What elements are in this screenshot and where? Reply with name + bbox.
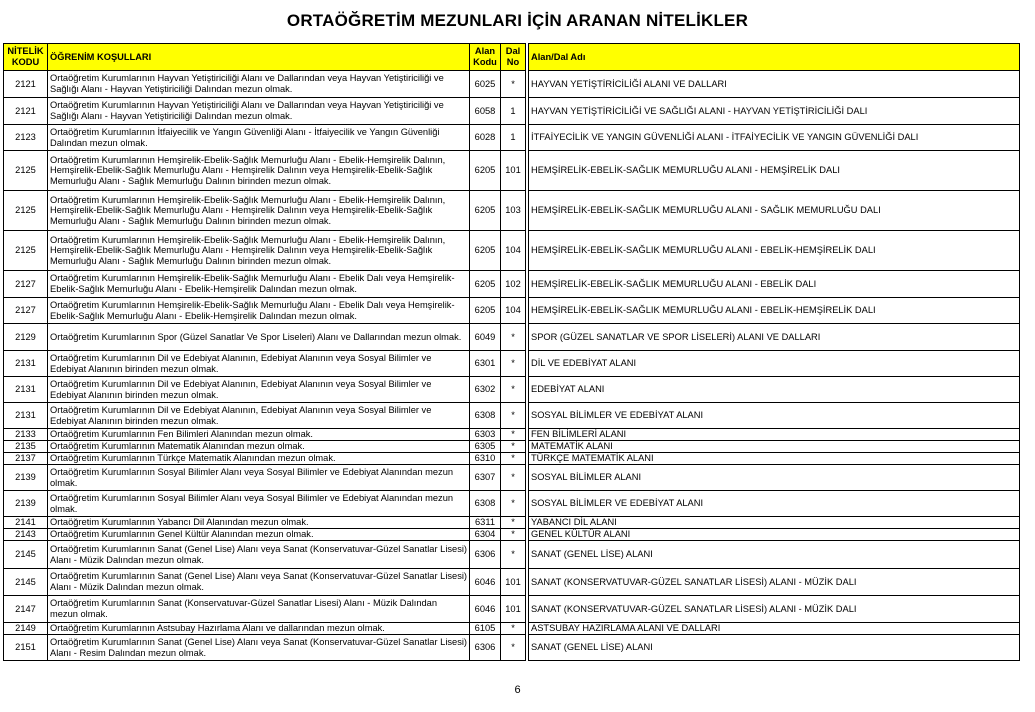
dal-no-cell: * (501, 623, 526, 635)
nitelik-code-cell: 2131 (4, 351, 48, 377)
table-row (4, 441, 1020, 453)
dal-no-cell: * (501, 441, 526, 453)
dal-no-cell: * (501, 71, 526, 98)
alan-kodu-cell: 6205 (470, 231, 501, 271)
dal-no-cell: 103 (501, 191, 526, 231)
alan-dal-name-cell: HAYVAN YETİŞTİRİCİLİĞİ VE SAĞLIĞI ALANI - HAYVAN YETİŞTİRİCİLİĞİ DALI (529, 98, 1020, 125)
table-row (4, 377, 1020, 403)
dal-no-cell: 101 (501, 151, 526, 191)
conditions-cell: Ortaöğretim Kurumlarının Dil ve Edebiyat Alanının, Edebiyat Alanının veya Sosyal Bilimler ve Edebiyat Alanının birinden mezun olmak. (48, 351, 470, 377)
alan-kodu-cell: 6310 (470, 453, 501, 465)
alan-dal-name-cell: SANAT (GENEL LİSE) ALANI (529, 635, 1020, 661)
conditions-cell: Ortaöğretim Kurumlarının Spor (Güzel Sanatlar Ve Spor Liseleri) Alanı ve Dallarından mezun olmak. (48, 324, 470, 351)
nitelik-code-cell: 2145 (4, 569, 48, 596)
nitelik-code-cell: 2137 (4, 453, 48, 465)
conditions-cell: Ortaöğretim Kurumlarının Hemşirelik-Ebelik-Sağlık Memurluğu Alanı - Ebelik-Hemşirelik Dalının, Hemşirelik-Ebelik-Sağlık Memurluğu Alanı - Hemşirelik Dalının veya Hemşirelik-Ebelik-Sağlık Memurluğu Alanı - Sağlık Memurluğu Dalının birinden mezun olmak. (48, 151, 470, 191)
nitelik-code-cell: 2127 (4, 271, 48, 298)
alan-kodu-cell: 6311 (470, 517, 501, 529)
dal-no-cell: * (501, 351, 526, 377)
nitelik-code-cell: 2135 (4, 441, 48, 453)
alan-dal-name-cell: SANAT (GENEL LİSE) ALANI (529, 541, 1020, 569)
dal-no-cell: * (501, 517, 526, 529)
alan-kodu-cell: 6305 (470, 441, 501, 453)
alan-dal-name-cell: SPOR (GÜZEL SANATLAR VE SPOR LİSELERİ) ALANI VE DALLARI (529, 324, 1020, 351)
conditions-cell: Ortaöğretim Kurumlarının Hemşirelik-Ebelik-Sağlık Memurluğu Alanı - Ebelik-Hemşirelik Dalının, Hemşirelik-Ebelik-Sağlık Memurluğu Alanı - Hemşirelik Dalının veya Hemşirelik-Ebelik-Sağlık Memurluğu Alanı - Sağlık Memurluğu Dalının birinden mezun olmak. (48, 191, 470, 231)
table-row (4, 403, 1020, 429)
alan-dal-name-cell: SANAT (KONSERVATUVAR-GÜZEL SANATLAR LİSESİ) ALANI - MÜZİK DALI (529, 569, 1020, 596)
nitelik-code-cell: 2127 (4, 298, 48, 324)
alan-kodu-cell: 6301 (470, 351, 501, 377)
conditions-cell: Ortaöğretim Kurumlarının Hemşirelik-Ebelik-Sağlık Memurluğu Alanı - Ebelik Dalı veya Hemşirelik-Ebelik-Sağlık Memurluğu Alanı - Ebelik-Hemşirelik Dalından mezun olmak. (48, 298, 470, 324)
table-row (4, 517, 1020, 529)
table-row (4, 569, 1020, 596)
conditions-cell: Ortaöğretim Kurumlarının İtfaiyecilik ve Yangın Güvenliği Alanı - İtfaiyecilik ve Yangın Güvenliği Dalından mezun olmak. (48, 125, 470, 151)
alan-dal-name-cell: HEMŞİRELİK-EBELİK-SAĞLIK MEMURLUĞU ALANI - EBELİK-HEMŞİRELİK DALI (529, 298, 1020, 324)
table-row (4, 465, 1020, 491)
conditions-cell: Ortaöğretim Kurumlarının Sanat (Konservatuvar-Güzel Sanatlar Lisesi) Alanı - Müzik Dalından mezun olmak. (48, 596, 470, 623)
conditions-cell: Ortaöğretim Kurumlarının Türkçe Matematik Alanından mezun olmak. (48, 453, 470, 465)
alan-dal-name-cell: HEMŞİRELİK-EBELİK-SAĞLIK MEMURLUĞU ALANI - HEMŞİRELİK DALI (529, 151, 1020, 191)
alan-kodu-cell: 6205 (470, 191, 501, 231)
alan-dal-name-cell: GENEL KÜLTÜR ALANI (529, 529, 1020, 541)
nitelik-code-cell: 2121 (4, 71, 48, 98)
nitelik-code-cell: 2125 (4, 231, 48, 271)
alan-kodu-cell: 6205 (470, 298, 501, 324)
conditions-cell: Ortaöğretim Kurumlarının Hemşirelik-Ebelik-Sağlık Memurluğu Alanı - Ebelik-Hemşirelik Dalının, Hemşirelik-Ebelik-Sağlık Memurluğu Alanı - Hemşirelik Dalının veya Hemşirelik-Ebelik-Sağlık Memurluğu Alanı - Sağlık Memurluğu Dalının birinden mezun olmak. (48, 231, 470, 271)
alan-kodu-cell: 6308 (470, 403, 501, 429)
nitelik-code-cell: 2125 (4, 151, 48, 191)
dal-no-cell: 104 (501, 231, 526, 271)
dal-no-cell: * (501, 429, 526, 441)
nitelik-code-cell: 2141 (4, 517, 48, 529)
nitelik-code-cell: 2139 (4, 465, 48, 491)
conditions-cell: Ortaöğretim Kurumlarının Astsubay Hazırlama Alanı ve dallarından mezun olmak. (48, 623, 470, 635)
alan-dal-name-cell: HEMŞİRELİK-EBELİK-SAĞLIK MEMURLUĞU ALANI - SAĞLIK MEMURLUĞU DALI (529, 191, 1020, 231)
dal-no-cell: 1 (501, 98, 526, 125)
alan-dal-name-cell: SOSYAL BİLİMLER ALANI (529, 465, 1020, 491)
table-header-row (4, 44, 1020, 71)
dal-no-cell: 104 (501, 298, 526, 324)
table-row (4, 271, 1020, 298)
dal-no-cell: 101 (501, 596, 526, 623)
alan-dal-name-cell: YABANCI DİL ALANI (529, 517, 1020, 529)
header-dal-no: Dal No (501, 44, 526, 71)
conditions-cell: Ortaöğretim Kurumlarının Sosyal Bilimler Alanı veya Sosyal Bilimler ve Edebiyat Alanından mezun olmak. (48, 465, 470, 491)
conditions-cell: Ortaöğretim Kurumlarının Hemşirelik-Ebelik-Sağlık Memurluğu Alanı - Ebelik Dalı veya Hemşirelik-Ebelik-Sağlık Memurluğu Alanı - Ebelik-Hemşirelik Dalından mezun olmak. (48, 271, 470, 298)
dal-no-cell: * (501, 403, 526, 429)
alan-dal-name-cell: MATEMATİK ALANI (529, 441, 1020, 453)
nitelik-code-cell: 2151 (4, 635, 48, 661)
conditions-cell: Ortaöğretim Kurumlarının Sanat (Genel Lise) Alanı veya Sanat (Konservatuvar-Güzel Sanatlar Lisesi) Alanı - Resim Dalından mezun olmak. (48, 635, 470, 661)
conditions-cell: Ortaöğretim Kurumlarının Sosyal Bilimler Alanı veya Sosyal Bilimler ve Edebiyat Alanından mezun olmak. (48, 491, 470, 517)
nitelik-code-cell: 2139 (4, 491, 48, 517)
nitelik-code-cell: 2133 (4, 429, 48, 441)
table-row (4, 231, 1020, 271)
alan-kodu-cell: 6308 (470, 491, 501, 517)
alan-kodu-cell: 6306 (470, 635, 501, 661)
header-name: Alan/Dal Adı (529, 44, 1020, 71)
dal-no-cell: * (501, 541, 526, 569)
alan-kodu-cell: 6046 (470, 569, 501, 596)
nitelik-code-cell: 2143 (4, 529, 48, 541)
dal-no-cell: * (501, 529, 526, 541)
dal-no-cell: 101 (501, 569, 526, 596)
alan-dal-name-cell: HAYVAN YETİŞTİRİCİLİĞİ ALANI VE DALLARI (529, 71, 1020, 98)
alan-dal-name-cell: ASTSUBAY HAZIRLAMA ALANI VE DALLARI (529, 623, 1020, 635)
alan-kodu-cell: 6306 (470, 541, 501, 569)
table-row (4, 324, 1020, 351)
dal-no-cell: * (501, 465, 526, 491)
alan-kodu-cell: 6025 (470, 71, 501, 98)
table-row (4, 623, 1020, 635)
dal-no-cell: 102 (501, 271, 526, 298)
qualifications-table (3, 43, 1020, 661)
conditions-cell: Ortaöğretim Kurumlarının Matematik Alanından mezun olmak. (48, 441, 470, 453)
alan-kodu-cell: 6205 (470, 151, 501, 191)
header-alan-kodu: Alan Kodu (470, 44, 501, 71)
dal-no-cell: * (501, 453, 526, 465)
table-row (4, 351, 1020, 377)
alan-dal-name-cell: İTFAİYECİLİK VE YANGIN GÜVENLİĞİ ALANI - İTFAİYECİLİK VE YANGIN GÜVENLİĞİ DALI (529, 125, 1020, 151)
table-row (4, 151, 1020, 191)
conditions-cell: Ortaöğretim Kurumlarının Genel Kültür Alanından mezun olmak. (48, 529, 470, 541)
nitelik-code-cell: 2129 (4, 324, 48, 351)
dal-no-cell: * (501, 377, 526, 403)
alan-kodu-cell: 6307 (470, 465, 501, 491)
conditions-cell: Ortaöğretim Kurumlarının Dil ve Edebiyat Alanının, Edebiyat Alanının veya Sosyal Bilimler ve Edebiyat Alanının birinden mezun olmak. (48, 403, 470, 429)
table-row (4, 596, 1020, 623)
table-row (4, 298, 1020, 324)
alan-dal-name-cell: SOSYAL BİLİMLER VE EDEBİYAT ALANI (529, 491, 1020, 517)
table-row (4, 635, 1020, 661)
nitelik-code-cell: 2125 (4, 191, 48, 231)
table-row (4, 491, 1020, 517)
alan-dal-name-cell: SOSYAL BİLİMLER VE EDEBİYAT ALANI (529, 403, 1020, 429)
table-row (4, 541, 1020, 569)
table-row (4, 71, 1020, 98)
nitelik-code-cell: 2145 (4, 541, 48, 569)
page-title: ORTAÖĞRETİM MEZUNLARI İÇİN ARANAN NİTELİKLER (286, 11, 749, 30)
alan-kodu-cell: 6303 (470, 429, 501, 441)
dal-no-cell: * (501, 324, 526, 351)
dal-no-cell: * (501, 635, 526, 661)
alan-dal-name-cell: HEMŞİRELİK-EBELİK-SAĞLIK MEMURLUĞU ALANI - EBELİK-HEMŞİRELİK DALI (529, 231, 1020, 271)
page-number: 6 (514, 684, 521, 696)
alan-kodu-cell: 6304 (470, 529, 501, 541)
header-code: NİTELİK KODU (4, 44, 48, 71)
header-conditions: ÖĞRENİM KOŞULLARI (48, 44, 470, 71)
alan-kodu-cell: 6058 (470, 98, 501, 125)
nitelik-code-cell: 2131 (4, 377, 48, 403)
table-row (4, 191, 1020, 231)
table-row (4, 98, 1020, 125)
alan-dal-name-cell: EDEBİYAT ALANI (529, 377, 1020, 403)
alan-dal-name-cell: SANAT (KONSERVATUVAR-GÜZEL SANATLAR LİSESİ) ALANI - MÜZİK DALI (529, 596, 1020, 623)
conditions-cell: Ortaöğretim Kurumlarının Hayvan Yetiştiriciliği Alanı ve Dallarından veya Hayvan Yetiştiriciliği ve Sağlığı Alanı - Hayvan Yetiştiriciliği Dalından mezun olmak. (48, 98, 470, 125)
alan-kodu-cell: 6205 (470, 271, 501, 298)
table-row (4, 429, 1020, 441)
alan-kodu-cell: 6302 (470, 377, 501, 403)
nitelik-code-cell: 2123 (4, 125, 48, 151)
alan-kodu-cell: 6049 (470, 324, 501, 351)
alan-kodu-cell: 6046 (470, 596, 501, 623)
table-row (4, 125, 1020, 151)
dal-no-cell: 1 (501, 125, 526, 151)
alan-kodu-cell: 6028 (470, 125, 501, 151)
alan-kodu-cell: 6105 (470, 623, 501, 635)
nitelik-code-cell: 2147 (4, 596, 48, 623)
conditions-cell: Ortaöğretim Kurumlarının Hayvan Yetiştiriciliği Alanı ve Dallarından veya Hayvan Yetiştiriciliği ve Sağlığı Alanı - Hayvan Yetiştiriciliği Dalından mezun olmak. (48, 71, 470, 98)
dal-no-cell: * (501, 491, 526, 517)
alan-dal-name-cell: DİL VE EDEBİYAT ALANI (529, 351, 1020, 377)
nitelik-code-cell: 2131 (4, 403, 48, 429)
table-row (4, 529, 1020, 541)
alan-dal-name-cell: TÜRKÇE MATEMATİK ALANI (529, 453, 1020, 465)
conditions-cell: Ortaöğretim Kurumlarının Fen Bilimleri Alanından mezun olmak. (48, 429, 470, 441)
alan-dal-name-cell: HEMŞİRELİK-EBELİK-SAĞLIK MEMURLUĞU ALANI - EBELİK DALI (529, 271, 1020, 298)
nitelik-code-cell: 2121 (4, 98, 48, 125)
conditions-cell: Ortaöğretim Kurumlarının Dil ve Edebiyat Alanının, Edebiyat Alanının veya Sosyal Bilimler ve Edebiyat Alanının birinden mezun olmak. (48, 377, 470, 403)
conditions-cell: Ortaöğretim Kurumlarının Sanat (Genel Lise) Alanı veya Sanat (Konservatuvar-Güzel Sanatlar Lisesi) Alanı - Müzik Dalından mezun olmak. (48, 541, 470, 569)
conditions-cell: Ortaöğretim Kurumlarının Yabancı Dil Alanından mezun olmak. (48, 517, 470, 529)
alan-dal-name-cell: FEN BİLİMLERİ ALANI (529, 429, 1020, 441)
table-row (4, 453, 1020, 465)
nitelik-code-cell: 2149 (4, 623, 48, 635)
conditions-cell: Ortaöğretim Kurumlarının Sanat (Genel Lise) Alanı veya Sanat (Konservatuvar-Güzel Sanatlar Lisesi) Alanı - Müzik Dalından mezun olmak. (48, 569, 470, 596)
